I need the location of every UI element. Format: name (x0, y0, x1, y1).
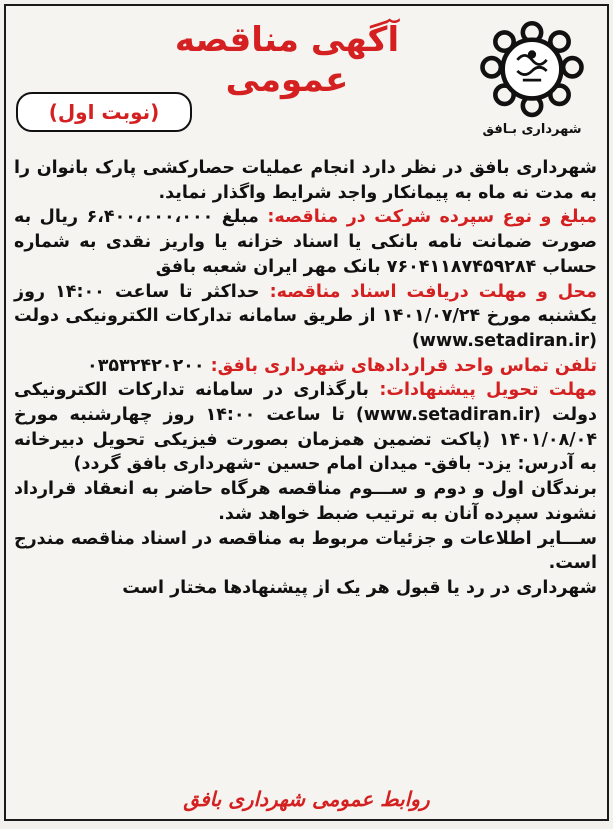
paragraph-winners: برندگان اول و دوم و ســـوم مناقصه هرگاه حاضر به انعقاد قرارداد نشوند سپرده آنان به ترتیب ضبط خواهد شد. (14, 479, 597, 524)
phone-label: تلفن تماس واحد قراردادهای شهرداری بافق: (210, 355, 597, 376)
notice-body (14, 156, 597, 601)
documents-text: حداکثر تا ساعت ۱۴:۰۰ روز یکشنبه مورخ ۱۴۰۱/۰۷/۲۴ از طریق سامانه تدارکات الکترونیکی دولت (14, 281, 597, 327)
paragraph-submission (14, 378, 597, 477)
public-relations-signature: روابط عمومی شهرداری بافق (183, 787, 430, 811)
paragraph-rights: شهرداری در رد یا قبول هر یک از پیشنهادها مختار است (122, 577, 597, 598)
municipality-name: شهرداری بافق (469, 158, 597, 178)
paragraph-intro (14, 156, 597, 205)
municipality-logo (471, 18, 593, 146)
setadiran-link-2[interactable]: (www.setadiran.ir) (355, 405, 541, 426)
round-badge: (نوبت اول) (16, 92, 192, 132)
setadiran-link[interactable]: (www.setadiran.ir) (411, 330, 597, 351)
documents-label: محل و مهلت دریافت اسناد مناقصه: (269, 281, 597, 302)
paragraph-documents (14, 280, 597, 354)
deposit-text: مبلغ ۶،۴۰۰،۰۰۰،۰۰۰ ریال به صورت ضمانت نامه بانکی یا اسناد خزانه یا واریز نقدی به شماره حساب ۷۶۰۴۱۱۸۷۴۵۹۲۸۴ بانک مهر ایران شعبه بافق (14, 207, 597, 277)
phone-number: ۰۳۵۳۲۴۲۰۲۰۰ (87, 355, 211, 376)
submission-text-b: تا ساعت ۱۴:۰۰ روز چهارشنبه مورخ ۱۴۰۱/۰۸/۰۴ (پاکت تضمین همزمان بصورت فیزیکی تحویل دبیرخانه به آدرس: یزد- بافق- میدان امام حسین -شهرداری بافق گردد) (14, 405, 597, 475)
logo-caption: شهرداری بـافق (482, 122, 582, 137)
paragraph-phone (14, 354, 597, 379)
tender-notice (4, 4, 609, 821)
submission-text-a: بارگذاری در سامانه تدارکات الکترونیکی دولت (14, 380, 597, 426)
notice-title: آگهی مناقصه عمومی (174, 20, 400, 100)
intro-text: در نظر دارد انجام عملیات حصارکشی پارک بانوان را به مدت نه ماه به پیمانکار واجد شرایط واگذار نماید. (14, 158, 597, 203)
deposit-label: مبلغ و نوع سپرده شرکت در مناقصه: (267, 207, 597, 228)
bafq-emblem-icon (477, 18, 587, 122)
submission-label: مهلت تحویل پیشنهادات: (379, 380, 597, 401)
paragraph-deposit (14, 205, 597, 279)
paragraph-details: ســـایر اطلاعات و جزئیات مربوط به مناقصه در اسناد مناقصه مندرج است. (14, 528, 597, 574)
